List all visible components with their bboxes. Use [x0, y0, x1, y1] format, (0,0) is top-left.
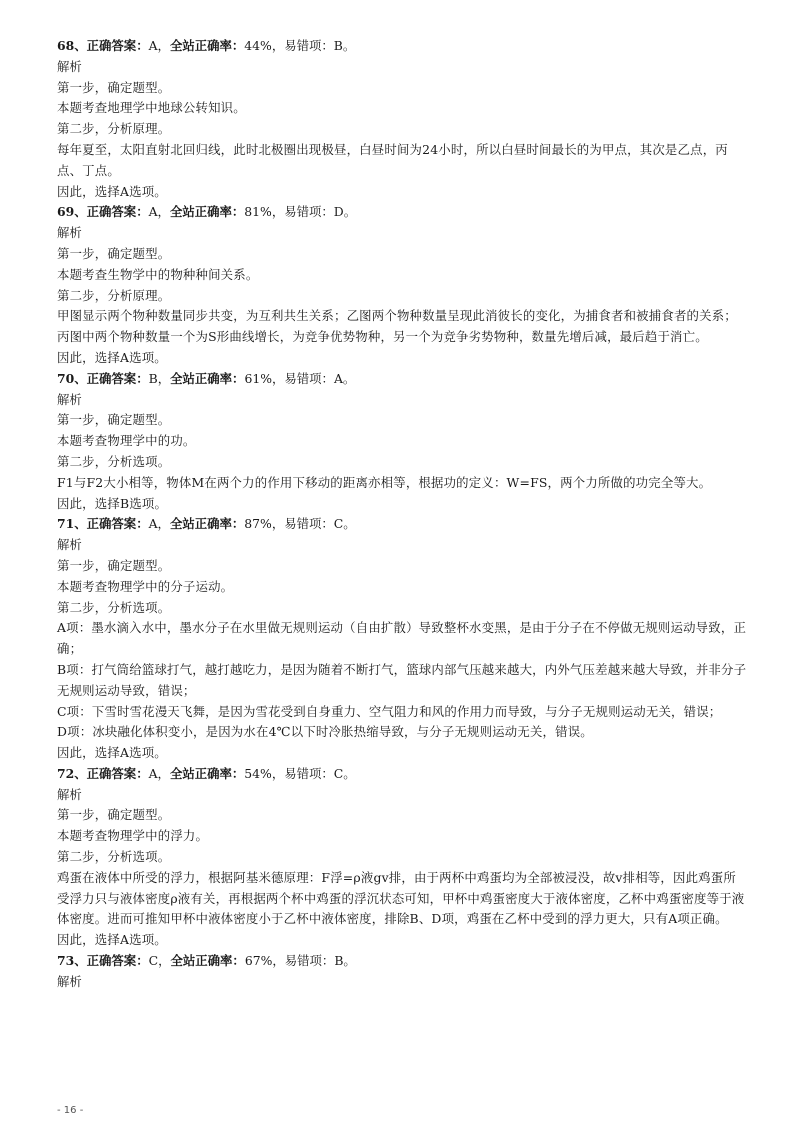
- separator: ，: [271, 765, 285, 781]
- page-content: [57, 36, 747, 993]
- analysis-line: 因此，选择B选项。: [57, 495, 168, 511]
- separator: ，: [271, 370, 285, 386]
- separator: ，: [271, 516, 285, 532]
- analysis-line: 第二步，分析选项。: [57, 453, 171, 469]
- answer-label: 、正确答案：: [74, 953, 149, 969]
- wrong-label: 易错项：: [284, 516, 334, 532]
- analysis-line: 第一步，确定题型。: [57, 79, 171, 95]
- analysis-line: 因此，选择A选项。: [57, 183, 167, 199]
- analysis-line: 本题考查物理学中的功。: [57, 433, 196, 449]
- rate-label: 全站正确率：: [170, 370, 245, 386]
- rate-label: 全站正确率：: [170, 953, 245, 969]
- correct-rate: 67%: [244, 953, 273, 969]
- wrong-label: 易错项：: [284, 204, 334, 220]
- period: 。: [343, 765, 356, 781]
- question-number: 69: [57, 204, 75, 220]
- analysis-line: 因此，选择A选项。: [57, 932, 167, 948]
- question-number: 71: [57, 516, 75, 532]
- analysis-line: 本题考查生物学中的物种种间关系。: [57, 266, 259, 282]
- rate-label: 全站正确率：: [169, 765, 245, 781]
- period: 。: [342, 370, 356, 386]
- wrong-label: 易错项：: [284, 953, 335, 969]
- separator: ，: [157, 370, 171, 386]
- answer-label: 、正确答案：: [74, 38, 149, 53]
- separator: ，: [158, 953, 171, 969]
- answer-header: [57, 514, 747, 535]
- question-number: 68: [57, 38, 75, 53]
- analysis-line: 本题考查地理学中地球公转知识。: [57, 100, 246, 116]
- answer-label: 、正确答案：: [74, 204, 149, 220]
- correct-rate: 81%: [244, 204, 272, 220]
- analysis-heading: 解析: [57, 391, 82, 407]
- period: 。: [342, 38, 356, 53]
- separator: ，: [157, 204, 170, 220]
- wrong-option: B: [334, 953, 344, 969]
- analysis-line: 第二步，分析选项。: [57, 599, 171, 615]
- analysis-line: 本题考查物理学中的分子运动。: [57, 578, 234, 594]
- analysis-line: F1与F2大小相等，物体M在两个力的作用下移动的距离亦相等，根据功的定义：W=FS，两个力所做的功完全等大。: [57, 474, 712, 490]
- answer-label: 、正确答案：: [74, 516, 149, 532]
- analysis-line: C项：下雪时雪花漫天飞舞，是因为雪花受到自身重力、空气阻力和风的作用力而导致，与分子无规则运动无关，错误；: [57, 703, 722, 719]
- analysis-line: 第一步，确定题型。: [57, 557, 171, 573]
- separator: ，: [271, 38, 285, 53]
- separator: ，: [157, 38, 170, 53]
- period: 。: [343, 204, 357, 220]
- wrong-label: 易错项：: [284, 370, 334, 386]
- correct-answer: B: [148, 370, 158, 386]
- separator: ，: [271, 204, 285, 220]
- separator: ，: [157, 516, 170, 532]
- analysis-heading: 解析: [57, 537, 82, 553]
- analysis-line: 第一步，确定题型。: [57, 245, 171, 261]
- analysis-line: 第二步，分析选项。: [57, 849, 171, 865]
- wrong-option: A: [333, 370, 343, 386]
- question-block: [57, 36, 747, 202]
- analysis-line: 第二步，分析原理。: [57, 287, 171, 303]
- analysis-line: 本题考查物理学中的浮力。: [57, 828, 209, 844]
- question-number: 72: [57, 765, 75, 781]
- answer-header: [57, 36, 747, 57]
- analysis-line: 第二步，分析原理。: [57, 121, 171, 137]
- correct-answer: A: [148, 765, 158, 781]
- correct-answer: C: [148, 953, 159, 969]
- wrong-option: C: [333, 765, 344, 781]
- question-block: [57, 951, 747, 993]
- separator: ，: [157, 765, 170, 781]
- analysis-heading: 解析: [57, 973, 82, 989]
- period: 。: [343, 953, 356, 969]
- analysis-heading: 解析: [57, 786, 82, 802]
- analysis-line: 每年夏至，太阳直射北回归线，此时北极圈出现极昼，白昼时间为24小时，所以白昼时间最长的为甲点，其次是乙点，丙点、丁点。: [57, 141, 728, 178]
- analysis-line: 第一步，确定题型。: [57, 807, 171, 823]
- analysis-line: A项：墨水滴入水中，墨水分子在水里做无规则运动（自由扩散）导致整杯水变黑，是由于分子在不停做无规则运动导致，正确；: [57, 620, 747, 657]
- wrong-label: 易错项：: [284, 765, 334, 781]
- wrong-option: D: [333, 204, 344, 220]
- answer-label: 、正确答案：: [74, 370, 149, 386]
- analysis-line: 第一步，确定题型。: [57, 412, 171, 428]
- question-block: [57, 202, 747, 368]
- correct-answer: A: [148, 204, 158, 220]
- wrong-option: C: [333, 516, 344, 532]
- answer-label: 、正确答案：: [74, 765, 149, 781]
- analysis-line: 因此，选择A选项。: [57, 349, 167, 365]
- answer-header: [57, 202, 747, 223]
- analysis-heading: 解析: [57, 225, 82, 241]
- answer-header: [57, 764, 747, 785]
- answer-header: [57, 369, 747, 390]
- question-number: 70: [57, 370, 75, 386]
- wrong-label: 易错项：: [284, 38, 334, 53]
- question-block: [57, 369, 747, 515]
- analysis-line: D项：冰块融化体积变小，是因为水在4℃以下时冷胀热缩导致，与分子无规则运动无关，错误。: [57, 724, 593, 740]
- correct-answer: A: [148, 38, 158, 53]
- analysis-heading: 解析: [57, 58, 82, 74]
- analysis-line: 鸡蛋在液体中所受的浮力，根据阿基米德原理：F浮=ρ液gv排，由于两杯中鸡蛋均为全部被浸没，故v排相等，因此鸡蛋所受浮力只与液体密度ρ液有关，再根据两个杯中鸡蛋的浮沉状态可知，甲杯中鸡蛋密度大于液体密度，乙杯中鸡蛋密度等于液体密度。进而可推知甲杯中液体密度小于乙杯中液体密度，排除B、D项，鸡蛋在乙杯中受到的浮力更大，只有A项正确。: [57, 869, 745, 927]
- correct-rate: 87%: [244, 516, 272, 532]
- analysis-line: 因此，选择A选项。: [57, 745, 167, 761]
- correct-rate: 54%: [244, 765, 272, 781]
- analysis-line: B项：打气筒给篮球打气，越打越吃力，是因为随着不断打气，篮球内部气压越来越大，内外气压差越来越大导致，并非分子无规则运动导致，错误；: [57, 661, 747, 698]
- correct-rate: 44%: [244, 38, 272, 53]
- rate-label: 全站正确率：: [169, 204, 245, 220]
- correct-answer: A: [148, 516, 158, 532]
- wrong-option: B: [333, 38, 343, 53]
- question-block: [57, 514, 747, 764]
- question-block: [57, 764, 747, 951]
- separator: ，: [272, 953, 285, 969]
- rate-label: 全站正确率：: [169, 516, 245, 532]
- period: 。: [343, 516, 356, 532]
- analysis-line: 甲图显示两个物种数量同步共变，为互利共生关系；乙图两个物种数量呈现此消彼长的变化，为捕食者和被捕食者的关系；丙图中两个物种数量一个为S形曲线增长，为竞争优势物种，另一个为竞争劣势物种，数量先增后减，最后趋于消亡。: [57, 308, 737, 345]
- answer-header: [57, 951, 747, 972]
- correct-rate: 61%: [244, 370, 272, 386]
- page-number: - 16 -: [57, 1105, 84, 1116]
- question-number: 73: [57, 953, 75, 969]
- rate-label: 全站正确率：: [169, 38, 245, 53]
